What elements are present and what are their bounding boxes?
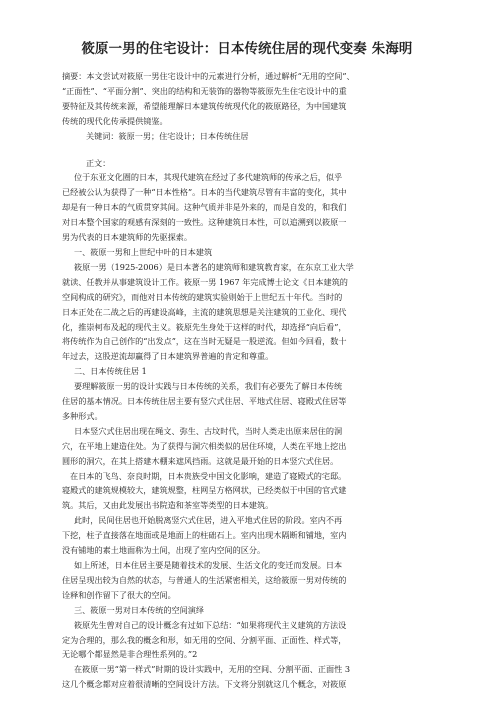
- section-heading: 二、日本传统住居 1: [74, 366, 147, 377]
- body-paragraph: 位于东亚文化圈的日本，其现代建筑在经过了多代建筑师的传承之后，似乎 已经被公认为获得了一种“日本性格”。日本的当代建筑尽管有丰富的变化，其中 却是有一种日本的气质贯穿其间。这种气质并非是外来的，而是自发的，和我们 对日本整个国家的观感有深刻的一致性。这种建筑日本性，可以追溯到以筱原一 男为代表的日本建筑师的先驱探索。: [62, 172, 347, 243]
- body-paragraph: 筱原一男（1925-2006）是日本著名的建筑师和建筑教育家，在东京工业大学 就读、任教并从事建筑设计工作。筱原一男 1967 年完成博士论文《日本建筑的 空间构成的研究》，而他对日本传统的建筑实验则始于上世纪五十年代。当时的 日本正处在二战之后的再建设高峰，主流的建筑思想是关注建筑的工业化、现代 化，推崇柯布及起的现代主义。筱原先生身处于这样的时代，却选择“向后看”， 将传统作为自己创作的“出发点”，这在当时无疑是一股逆流。但如今回看，数十 年过去，这股逆流却赢得了日本建筑界普遍的肯定和尊重。: [62, 261, 354, 362]
- body-paragraph: 在筱原一男“第一样式”时期的设计实践中，无用的空间、分割平面、正面性 3 这几个概念都对应着很清晰的空间设计方法。下文将分别就这几个概念，对筱原: [62, 664, 351, 690]
- section-heading: 一、筱原一男和上世纪中叶的日本建筑: [74, 246, 213, 257]
- body-paragraph: 要理解筱原一男的设计实践与日本传统的关系，我们有必要先了解日本传统 住居的基本情况。日本传统住居主要有竖穴式住居、平地式住居、寝殿式住居等 多种形式。: [62, 381, 347, 421]
- abstract: 摘要：本文尝试对筱原一男住宅设计中的元素进行分析，通过解析“无用的空间”、 “正面性”、“平面分割”、突出的结构和无装饰的器物等筱原先生住宅设计中的重 要特征及其传统来源，希望能理解日本建筑传统现代化的筱原路径，为中国建筑 传统的现代化传承提供镜鉴。: [62, 71, 355, 126]
- body-paragraph: 在日本的飞鸟、奈良时期，日本贵族受中国文化影响，建造了寝殿式的宅邸。 寝殿式的建筑规模较大，建筑规整，柱网呈方格网状，已经类似于中国的官式建 筑。其后，又由此发展出书院造和茶室等类型的日本建筑。: [62, 470, 347, 511]
- section-heading: 三、筱原一男对日本传统的空间演绎: [74, 604, 205, 615]
- body-label: 正文：: [86, 157, 111, 168]
- body-paragraph: 筱原先生曾对自己的设计概念有过如下总结：“如果将现代主义建筑的方法设 定为合理的，那么我的概念和形，如无用的空间、分割平面、正面性、样式等， 无论哪个都显然是非合理性系列的。”2: [62, 619, 347, 660]
- keywords: 关键词：筱原一男；住宅设计；日本传统住居: [86, 130, 249, 141]
- body-paragraph: 日本竖穴式住居出现在绳文、弥生、古坟时代，当时人类走出原来居住的洞 穴，在平地上建造住处。为了获得与洞穴相类似的居住环境，人类在平地上挖出 圆形的洞穴，在其上搭建木棚来遮风挡雨。这就是最开始的日本竖穴式住居。: [62, 425, 347, 466]
- paper-title: 筱原一男的住宅设计：日本传统住居的现代变奏 朱海明: [81, 42, 413, 57]
- body-paragraph: 此时，民间住居也开始脱离竖穴式住居，进入平地式住居的阶段。室内不再 下挖，柱子直接落在地面或是地面上的柱础石上。室内出现木隔断和铺地，室内 没有铺地的素土地面称为土间，出现了室内空间的区分。: [62, 515, 347, 556]
- body-paragraph: 如上所述，日本住居主要是随着技术的发展、生活文化的变迁而发展。日本 住居呈现出较为自然的状态，与普通人的生活紧密相关，这给筱原一男对传统的 诠释和创作留下了很大的空间。: [62, 560, 347, 600]
